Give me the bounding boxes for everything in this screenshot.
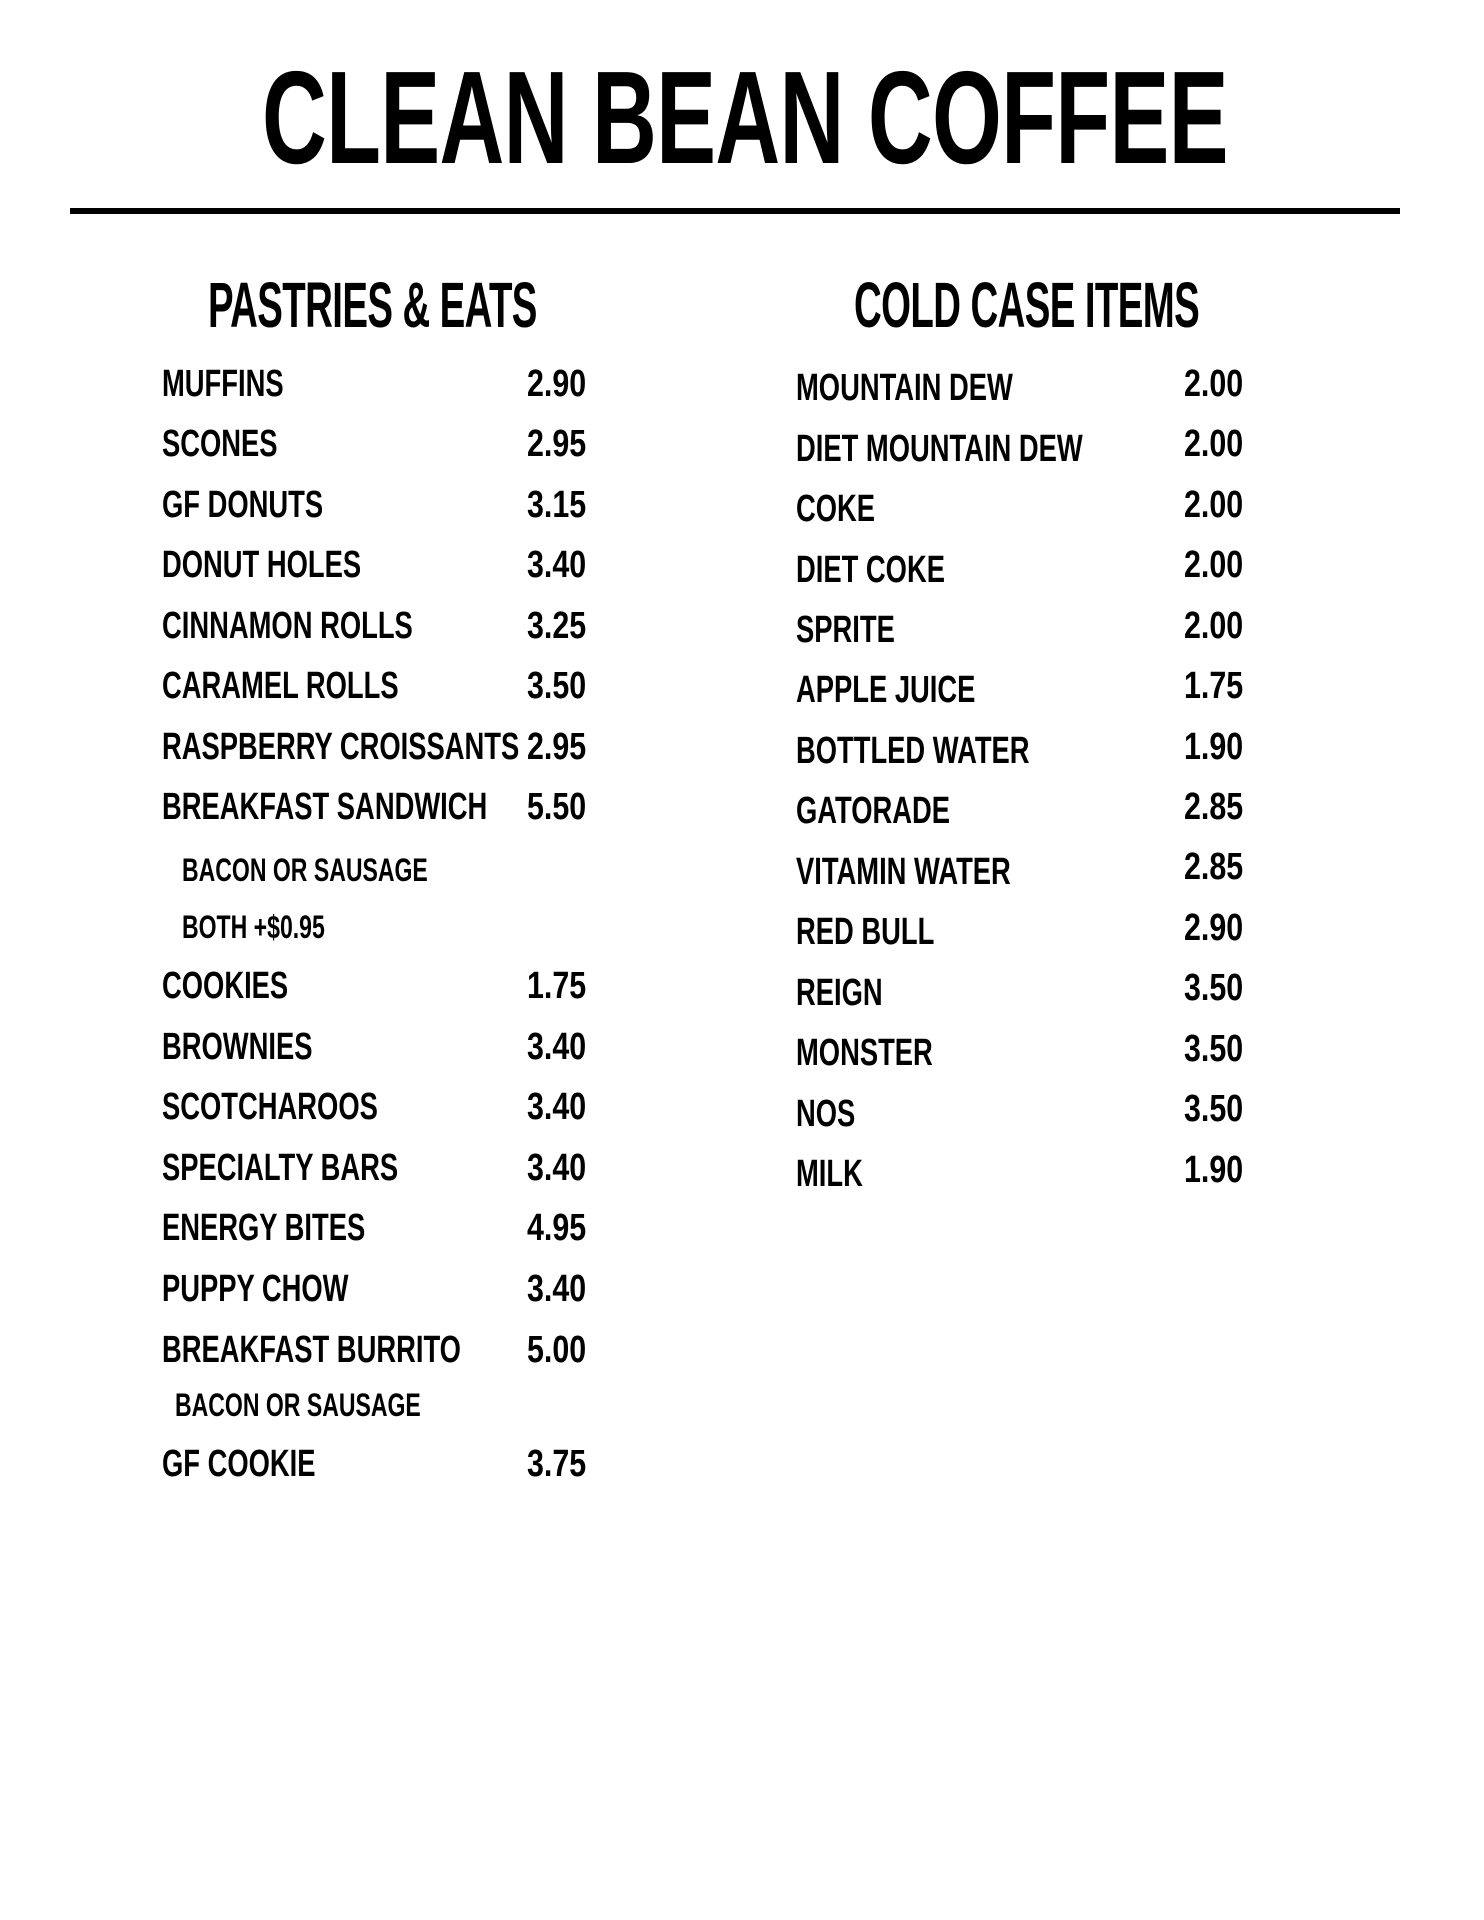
item-name: MONSTER (796, 1032, 933, 1074)
item-name: GF COOKIE (162, 1443, 316, 1485)
menu-item-monster (796, 1028, 1256, 1075)
item-name: RED BULL (796, 911, 935, 953)
menu-item-breakfast-burrito (162, 1328, 602, 1372)
menu-item-diet-coke (796, 544, 1256, 592)
item-name: MUFFINS (162, 363, 284, 405)
menu-title: CLEAN BEAN COFFEE (262, 44, 1228, 191)
menu-item-brownies (162, 1025, 602, 1069)
item-name: SCOTCHAROOS (162, 1086, 378, 1128)
item-price: 3.40 (527, 1268, 587, 1310)
menu-item-sprite (796, 605, 1256, 652)
item-name: SCONES (162, 423, 278, 465)
menu-item-nos (796, 1088, 1256, 1136)
sandwich-both-note: BOTH +$0.95 (182, 909, 325, 945)
item-price: 3.50 (1184, 1088, 1244, 1130)
item-price: 3.15 (527, 484, 587, 526)
item-name: BREAKFAST SANDWICH (162, 786, 488, 828)
item-name: SPECIALTY BARS (162, 1147, 399, 1189)
item-price: 2.95 (527, 423, 587, 465)
item-price: 3.50 (1184, 1028, 1244, 1070)
item-price: 5.00 (527, 1329, 587, 1371)
item-name: APPLE JUICE (796, 669, 976, 711)
item-price: 2.00 (1184, 423, 1244, 465)
item-name: MOUNTAIN DEW (796, 367, 1013, 409)
item-name: MILK (796, 1153, 863, 1195)
item-name: GF DONUTS (162, 484, 324, 526)
menu-item-puppy-chow (162, 1267, 602, 1311)
item-name: ENERGY BITES (162, 1207, 366, 1249)
menu-item-cookies (162, 964, 602, 1008)
item-name: PUPPY CHOW (162, 1268, 349, 1310)
title-divider (70, 208, 1400, 214)
item-price: 2.00 (1184, 544, 1244, 586)
menu-item-vitamin-water (796, 846, 1256, 894)
menu-item-raspberry-croissants (162, 725, 602, 769)
menu-item-diet-mountain-dew (796, 423, 1256, 471)
menu-item-muffins (162, 362, 602, 406)
item-name: GATORADE (796, 790, 951, 832)
menu-item-bottled-water (796, 726, 1256, 773)
item-name: RASPBERRY CROISSANTS (162, 726, 520, 768)
item-name: BOTTLED WATER (796, 730, 1030, 772)
menu-item-apple-juice (796, 665, 1256, 712)
menu-item-cinnamon-rolls (162, 604, 602, 648)
item-name: BROWNIES (162, 1026, 313, 1068)
menu-item-scotcharoos (162, 1085, 602, 1129)
menu-item-gf-cookie (162, 1442, 602, 1486)
menu-item-mountain-dew (796, 363, 1256, 410)
menu-item-coke (796, 484, 1256, 531)
item-price: 3.40 (527, 1026, 587, 1068)
item-price: 4.95 (527, 1207, 587, 1249)
item-price: 3.40 (527, 544, 587, 586)
item-name: REIGN (796, 972, 883, 1014)
menu-item-energy-bites (162, 1206, 602, 1250)
item-price: 3.75 (527, 1443, 587, 1485)
item-name: COOKIES (162, 965, 289, 1007)
item-price: 1.75 (1184, 665, 1244, 707)
menu-item-milk (796, 1149, 1256, 1196)
item-name: NOS (796, 1093, 856, 1135)
item-price: 1.90 (1184, 726, 1244, 768)
sandwich-option-note: BACON OR SAUSAGE (182, 852, 428, 888)
item-name: CINNAMON ROLLS (162, 605, 413, 647)
item-price: 2.85 (1184, 786, 1244, 828)
item-price: 2.00 (1184, 605, 1244, 647)
pastries-heading: PASTRIES & EATS (208, 269, 537, 341)
item-price: 1.75 (527, 965, 587, 1007)
item-price: 2.85 (1184, 846, 1244, 888)
menu-item-caramel-rolls (162, 664, 602, 708)
item-price: 3.50 (1184, 967, 1244, 1009)
item-name: DIET COKE (796, 549, 945, 591)
item-name: DONUT HOLES (162, 544, 362, 586)
item-name: VITAMIN WATER (796, 851, 1011, 893)
item-name: CARAMEL ROLLS (162, 665, 399, 707)
item-price: 5.50 (527, 786, 587, 828)
item-price: 2.90 (527, 363, 587, 405)
item-name: BREAKFAST BURRITO (162, 1329, 461, 1371)
menu-item-gf-donuts (162, 483, 602, 527)
item-name: DIET MOUNTAIN DEW (796, 428, 1083, 470)
item-name: SPRITE (796, 609, 895, 651)
item-price: 2.00 (1184, 484, 1244, 526)
item-price: 2.00 (1184, 363, 1244, 405)
menu-item-specialty-bars (162, 1146, 602, 1190)
item-price: 3.40 (527, 1147, 587, 1189)
item-price: 1.90 (1184, 1149, 1244, 1191)
item-price: 3.50 (527, 665, 587, 707)
item-price: 3.25 (527, 605, 587, 647)
cold-case-heading: COLD CASE ITEMS (854, 269, 1200, 341)
menu-item-reign (796, 967, 1256, 1015)
item-price: 3.40 (527, 1086, 587, 1128)
menu-item-breakfast-sandwich (162, 785, 602, 829)
menu-item-scones (162, 422, 602, 466)
item-price: 2.90 (1184, 907, 1244, 949)
menu-item-donut-holes (162, 543, 602, 587)
burrito-option-note: BACON OR SAUSAGE (175, 1387, 421, 1423)
menu-item-gatorade (796, 786, 1256, 833)
item-name: COKE (796, 488, 876, 530)
item-price: 2.95 (527, 726, 587, 768)
menu-item-red-bull (796, 907, 1256, 954)
